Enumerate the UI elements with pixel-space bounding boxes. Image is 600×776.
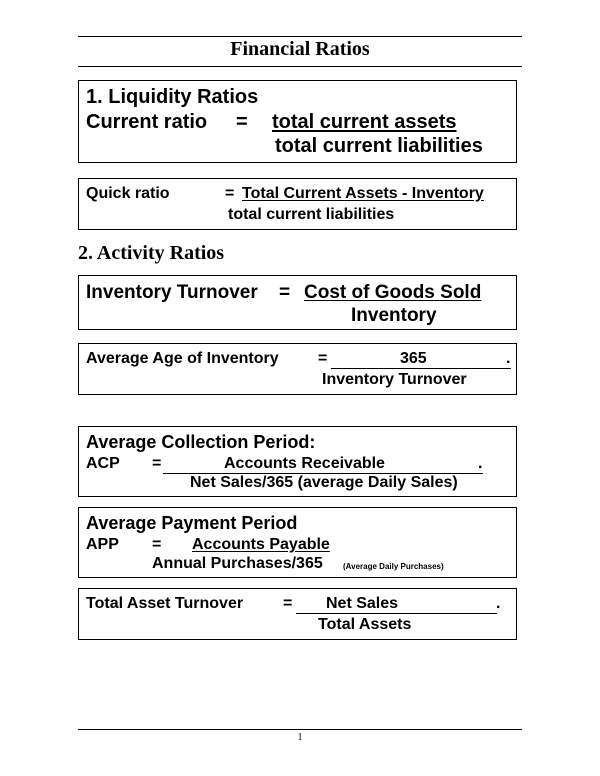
app-denominator-note: (Average Daily Purchases) [343, 562, 444, 571]
inventory-turnover-box [78, 275, 517, 330]
page-number: 1 [297, 732, 303, 743]
inventory-turnover-numerator: Cost of Goods Sold [304, 282, 482, 303]
current-ratio-denominator: total current liabilities [275, 135, 483, 157]
average-payment-period-box [78, 507, 517, 578]
acp-abbrev: ACP [86, 455, 120, 472]
tat-numerator-underline [296, 613, 497, 614]
average-age-period: . [506, 350, 511, 367]
tat-denominator: Total Assets [318, 616, 412, 633]
average-age-numerator: 365 [400, 350, 427, 367]
acp-equals: = [152, 455, 162, 472]
app-abbrev: APP [86, 536, 119, 553]
quick-ratio-equals: = [225, 185, 235, 202]
average-age-label: Average Age of Inventory [86, 350, 279, 367]
quick-ratio-numerator: Total Current Assets - Inventory [242, 185, 484, 202]
title-underline-rule [78, 66, 522, 67]
tat-period: . [496, 595, 501, 612]
inventory-turnover-label: Inventory Turnover [86, 282, 258, 303]
average-collection-period-box [78, 426, 517, 497]
acp-period: . [478, 455, 483, 472]
top-rule [78, 36, 522, 37]
acp-numerator: Accounts Receivable [224, 455, 385, 472]
quick-ratio-label: Quick ratio [86, 185, 170, 202]
current-ratio-equals: = [236, 111, 248, 133]
average-age-inventory-box [78, 343, 517, 395]
activity-heading: 2. Activity Ratios [78, 242, 225, 264]
quick-ratio-denominator: total current liabilities [228, 206, 395, 223]
average-age-equals: = [318, 350, 328, 367]
current-ratio-numerator: total current assets [272, 111, 457, 133]
page-title: Financial Ratios [230, 38, 370, 60]
inventory-turnover-denominator: Inventory [351, 305, 437, 326]
acp-title: Average Collection Period: [86, 432, 316, 452]
total-asset-turnover-box [78, 588, 517, 640]
tat-label: Total Asset Turnover [86, 595, 244, 612]
current-ratio-label: Current ratio [86, 111, 208, 133]
footer-rule [78, 729, 522, 730]
app-numerator: Accounts Payable [192, 536, 330, 553]
app-denominator: Annual Purchases/365 [152, 555, 323, 572]
liquidity-heading: 1. Liquidity Ratios [86, 86, 259, 108]
average-age-numerator-underline [331, 368, 511, 369]
app-equals: = [152, 536, 162, 553]
quick-ratio-box [78, 178, 517, 230]
acp-denominator: Net Sales/365 (average Daily Sales) [190, 474, 458, 491]
current-ratio-box [78, 80, 517, 163]
tat-numerator: Net Sales [326, 595, 399, 612]
average-age-denominator: Inventory Turnover [322, 371, 467, 388]
inventory-turnover-equals: = [279, 282, 291, 303]
tat-equals: = [283, 595, 293, 612]
app-title: Average Payment Period [86, 513, 298, 533]
